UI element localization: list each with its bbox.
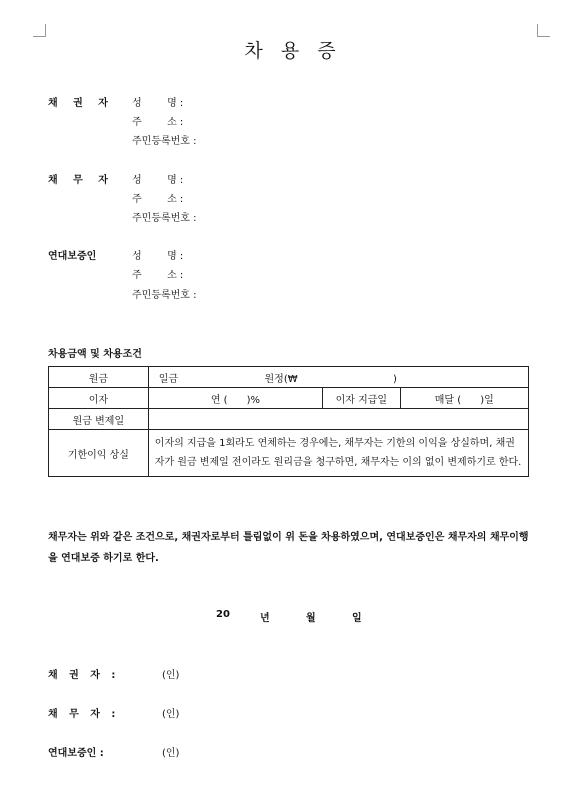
interest-label: 이자 [49,388,149,409]
principal-words: 일금 [148,367,230,388]
sign-creditor-label: 채 권 자 : [48,670,120,681]
sign-debtor-seal: (인) [162,709,180,720]
date-day: 일 [352,613,362,624]
date-year: 년 [260,613,270,624]
interest-row [49,388,529,409]
loan-conditions-table [48,366,529,477]
debtor-label: 채 무 자 [48,175,114,186]
acceleration-row [49,430,529,477]
guarantor-address-field: 주 소 : [132,270,184,281]
debtor-id-field: 주민등록번호 : [132,213,197,224]
date-month: 월 [306,613,316,624]
creditor-label: 채 권 자 [48,98,114,109]
repay-row [49,409,529,430]
guarantor-name-field: 성 명 : [132,251,184,262]
debtor-name-field: 성 명 : [132,175,184,186]
interest-rate: 연 ( )% [148,388,322,409]
creditor-address-field: 주 소 : [132,117,184,128]
creditor-id-field: 주민등록번호 : [132,136,197,147]
sign-guarantor-seal: (인) [162,748,180,759]
payment-date-label: 이자 지급일 [323,388,400,409]
principal-row [49,367,529,388]
sign-creditor-seal: (인) [162,670,180,681]
repay-label: 원금 변제일 [49,409,149,430]
loan-statement: 채무자는 위와 같은 조건으로, 채권자로부터 틀림없이 위 돈을 차용하였으며, 연대보증인은 채무자의 채무이행을 연대보증 하기로 한다. [48,532,529,564]
creditor-name-field: 성 명 : [132,98,184,109]
debtor-address-field: 주 소 : [132,194,184,205]
principal-amount: 원정(₩ ) [231,367,529,388]
payment-date: 매달 ( )일 [400,388,528,409]
sign-guarantor-label: 연대보증인 : [48,748,104,759]
guarantor-id-field: 주민등록번호 : [132,290,197,301]
document-title: 차 용 증 [244,40,342,62]
section-title: 차용금액 및 차용조건 [48,349,142,360]
acceleration-label: 기한이익 상실 [49,430,149,477]
date-year-prefix: 20 [216,609,230,620]
repay-value [148,409,528,430]
acceleration-clause: 이자의 지급을 1회라도 연체하는 경우에는, 채무자는 기한의 이익을 상실하며, 채권자가 원금 변제일 전이라도 원리금을 청구하면, 채무자는 이의 없이 변제하기로 한다. [148,430,528,477]
sign-debtor-label: 채 무 자 : [48,709,120,720]
principal-label: 원금 [49,367,149,388]
guarantor-label: 연대보증인 [48,251,97,262]
